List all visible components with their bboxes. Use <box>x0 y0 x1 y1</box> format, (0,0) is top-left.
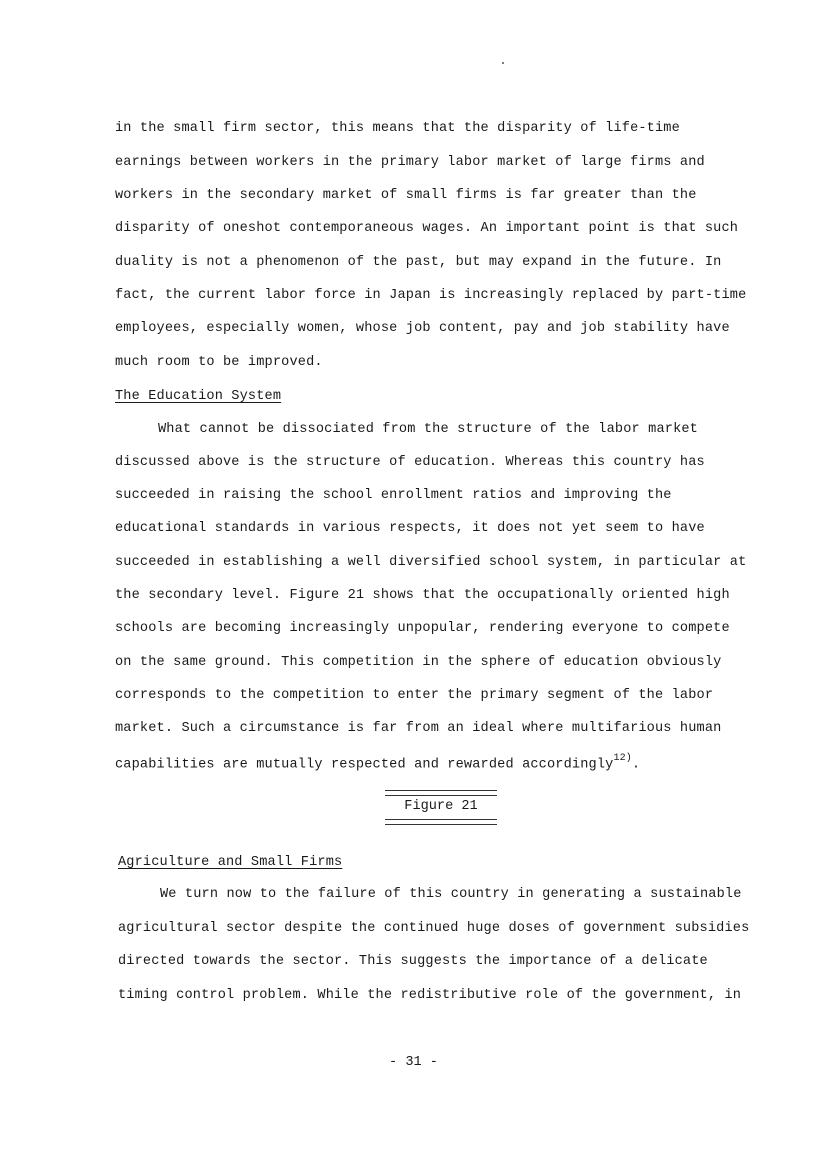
text-line: in the small firm sector, this means that the disparity of life-time <box>115 121 680 136</box>
text-line: timing control problem. While the redistributive role of the government, in <box>118 988 742 1003</box>
text-line: disparity of oneshot contemporaneous wages. An important point is that such <box>115 221 739 236</box>
text-line: corresponds to the competition to enter the primary segment of the labor <box>115 688 714 703</box>
figure-rule-bottom <box>385 819 497 825</box>
section-heading-agriculture: Agriculture and Small Firms <box>118 855 343 870</box>
text-line: directed towards the sector. This suggests the importance of a delicate <box>118 954 708 969</box>
text-line: market. Such a circumstance is far from an ideal where multifarious human <box>115 721 722 736</box>
text-line: educational standards in various respects, it does not yet seem to have <box>115 521 705 536</box>
text-line: schools are becoming increasingly unpopular, rendering everyone to compete <box>115 621 730 636</box>
text-line: on the same ground. This competition in the sphere of education obviously <box>115 655 722 670</box>
text-fragment: capabilities are mutually respected and rewarded accordingly <box>115 757 614 773</box>
text-line: fact, the current labor force in Japan is increasingly replaced by part-time <box>115 288 747 303</box>
text-line: employees, especially women, whose job content, pay and job stability have <box>115 321 730 336</box>
text-line: the secondary level. Figure 21 shows that the occupationally oriented high <box>115 588 730 603</box>
figure-placeholder <box>385 790 497 825</box>
text-line: much room to be improved. <box>115 355 323 370</box>
text-line: agricultural sector despite the continued huge doses of government subsidies <box>118 921 750 936</box>
text-line: We turn now to the failure of this country in generating a sustainable <box>160 887 742 902</box>
text-line: duality is not a phenomenon of the past, but may expand in the future. In <box>115 255 722 270</box>
page-number: - 31 - <box>389 1055 438 1070</box>
text-line: earnings between workers in the primary labor market of large firms and <box>115 155 705 170</box>
text-fragment: . <box>631 757 641 773</box>
section-heading-education: The Education System <box>115 389 282 404</box>
text-line: succeeded in raising the school enrollment ratios and improving the <box>115 488 672 503</box>
footnote-marker: 12) <box>613 753 632 764</box>
text-line <box>115 753 641 773</box>
text-line: discussed above is the structure of education. Whereas this country has <box>115 455 705 470</box>
scan-speck <box>502 62 504 64</box>
text-line: workers in the secondary market of small firms is far greater than the <box>115 188 697 203</box>
figure-label: Figure 21 <box>404 799 478 814</box>
text-line: succeeded in establishing a well diversified school system, in particular at <box>115 555 747 570</box>
text-line: What cannot be dissociated from the structure of the labor market <box>158 422 698 437</box>
